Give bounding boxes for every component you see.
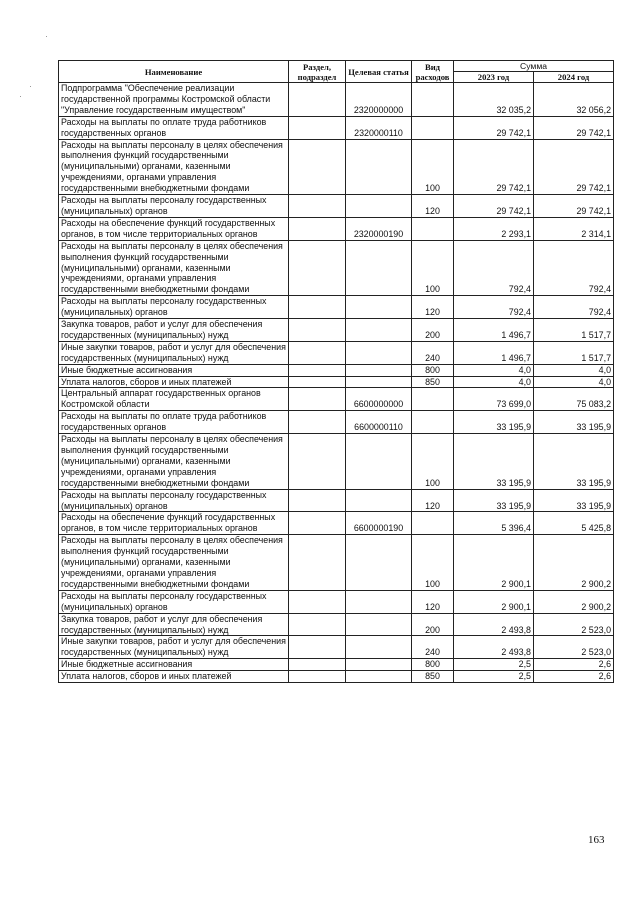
table-row: [59, 195, 614, 218]
row-kind: 200: [412, 613, 454, 636]
row-value-2024: 2,6: [534, 659, 614, 671]
row-target: [346, 364, 412, 376]
table-row: [59, 83, 614, 117]
row-target: 6600000000: [346, 388, 412, 411]
row-name: Иные бюджетные ассигнования: [59, 364, 289, 376]
row-kind: 200: [412, 319, 454, 342]
table-row: [59, 636, 614, 659]
row-section: [289, 296, 346, 319]
row-value-2024: 792,4: [534, 296, 614, 319]
row-value-2024: 1 517,7: [534, 341, 614, 364]
row-section: [289, 636, 346, 659]
header-2023: 2023 год: [454, 72, 534, 83]
row-kind: 120: [412, 489, 454, 512]
table-row: [59, 376, 614, 388]
row-section: [289, 364, 346, 376]
row-kind: [412, 512, 454, 535]
row-value-2024: 33 195,9: [534, 411, 614, 434]
row-name: Расходы на выплаты по оплате труда работников государственных органов: [59, 116, 289, 139]
row-value-2023: 2,5: [454, 659, 534, 671]
row-value-2023: 33 195,9: [454, 489, 534, 512]
table-row: [59, 240, 614, 296]
row-target: [346, 659, 412, 671]
row-value-2023: 4,0: [454, 376, 534, 388]
row-kind: 850: [412, 671, 454, 683]
row-kind: [412, 411, 454, 434]
row-value-2023: 32 035,2: [454, 83, 534, 117]
row-name: Иные бюджетные ассигнования: [59, 659, 289, 671]
row-section: [289, 139, 346, 195]
table-row: [59, 319, 614, 342]
row-section: [289, 434, 346, 490]
budget-table: [58, 60, 614, 683]
row-name: Расходы на выплаты по оплате труда работников государственных органов: [59, 411, 289, 434]
row-value-2024: 32 056,2: [534, 83, 614, 117]
row-kind: [412, 217, 454, 240]
table-row: [59, 116, 614, 139]
row-name: Уплата налогов, сборов и иных платежей: [59, 376, 289, 388]
row-name: Уплата налогов, сборов и иных платежей: [59, 671, 289, 683]
row-kind: 800: [412, 364, 454, 376]
row-value-2024: 33 195,9: [534, 489, 614, 512]
row-section: [289, 341, 346, 364]
row-name: Иные закупки товаров, работ и услуг для обеспечения государственных (муниципальных) нужд: [59, 341, 289, 364]
table-row: [59, 434, 614, 490]
row-name: Закупка товаров, работ и услуг для обеспечения государственных (муниципальных) нужд: [59, 319, 289, 342]
table-body: [59, 83, 614, 683]
row-target: [346, 376, 412, 388]
row-kind: 850: [412, 376, 454, 388]
row-kind: 120: [412, 296, 454, 319]
table-row: [59, 590, 614, 613]
table-row: [59, 671, 614, 683]
row-target: [346, 139, 412, 195]
row-value-2023: 73 699,0: [454, 388, 534, 411]
row-name: Расходы на выплаты персоналу государственных (муниципальных) органов: [59, 489, 289, 512]
row-kind: [412, 83, 454, 117]
scan-speck: [20, 96, 21, 97]
row-value-2024: 29 742,1: [534, 116, 614, 139]
row-value-2024: 5 425,8: [534, 512, 614, 535]
row-section: [289, 319, 346, 342]
row-section: [289, 240, 346, 296]
row-value-2023: 1 496,7: [454, 319, 534, 342]
row-value-2023: 1 496,7: [454, 341, 534, 364]
row-name: Расходы на выплаты персоналу государственных (муниципальных) органов: [59, 590, 289, 613]
row-value-2024: 2 900,2: [534, 590, 614, 613]
row-target: [346, 613, 412, 636]
header-name: Наименование: [59, 61, 289, 83]
row-target: 2320000000: [346, 83, 412, 117]
table-row: [59, 388, 614, 411]
row-target: [346, 671, 412, 683]
row-name: Центральный аппарат государственных органов Костромской области: [59, 388, 289, 411]
row-target: 6600000190: [346, 512, 412, 535]
header-kind: Вид расходов: [412, 61, 454, 83]
row-target: [346, 489, 412, 512]
row-value-2023: 5 396,4: [454, 512, 534, 535]
row-value-2024: 2 314,1: [534, 217, 614, 240]
page-number: 163: [588, 834, 605, 846]
row-value-2024: 2 523,0: [534, 613, 614, 636]
table-row: [59, 489, 614, 512]
row-name: Закупка товаров, работ и услуг для обеспечения государственных (муниципальных) нужд: [59, 613, 289, 636]
row-target: [346, 636, 412, 659]
row-kind: 100: [412, 535, 454, 591]
row-kind: 120: [412, 195, 454, 218]
row-value-2023: 2 293,1: [454, 217, 534, 240]
row-name: Расходы на выплаты персоналу в целях обеспечения выполнения функций государственными (муниципальными) органами, казенными учреждениями, органами управления государственными внебюджетными фондами: [59, 139, 289, 195]
scan-speck: [46, 36, 47, 37]
row-value-2023: 29 742,1: [454, 195, 534, 218]
row-value-2024: 29 742,1: [534, 139, 614, 195]
row-value-2023: 792,4: [454, 240, 534, 296]
row-value-2023: 33 195,9: [454, 434, 534, 490]
row-name: Расходы на обеспечение функций государственных органов, в том числе территориальных органов: [59, 217, 289, 240]
row-kind: 240: [412, 636, 454, 659]
row-section: [289, 613, 346, 636]
row-name: Расходы на выплаты персоналу в целях обеспечения выполнения функций государственными (муниципальными) органами, казенными учреждениями, органами управления государственными внебюджетными фондами: [59, 240, 289, 296]
row-section: [289, 195, 346, 218]
row-kind: 100: [412, 139, 454, 195]
row-kind: [412, 116, 454, 139]
table-row: [59, 659, 614, 671]
row-target: [346, 240, 412, 296]
table-row: [59, 535, 614, 591]
row-target: [346, 434, 412, 490]
row-name: Расходы на обеспечение функций государственных органов, в том числе территориальных органов: [59, 512, 289, 535]
row-name: Иные закупки товаров, работ и услуг для обеспечения государственных (муниципальных) нужд: [59, 636, 289, 659]
row-name: Расходы на выплаты персоналу в целях обеспечения выполнения функций государственными (муниципальными) органами, казенными учреждениями, органами управления государственными внебюджетными фондами: [59, 535, 289, 591]
table-row: [59, 296, 614, 319]
row-target: 6600000110: [346, 411, 412, 434]
row-target: 2320000190: [346, 217, 412, 240]
row-target: [346, 590, 412, 613]
row-value-2023: 33 195,9: [454, 411, 534, 434]
row-kind: 100: [412, 434, 454, 490]
row-value-2024: 2,6: [534, 671, 614, 683]
header-2024: 2024 год: [534, 72, 614, 83]
row-kind: 100: [412, 240, 454, 296]
table-row: [59, 217, 614, 240]
header-sum: Сумма: [454, 61, 614, 72]
table-row: [59, 613, 614, 636]
row-value-2024: 792,4: [534, 240, 614, 296]
row-section: [289, 590, 346, 613]
row-section: [289, 411, 346, 434]
row-value-2024: 29 742,1: [534, 195, 614, 218]
row-value-2024: 33 195,9: [534, 434, 614, 490]
row-section: [289, 388, 346, 411]
row-section: [289, 83, 346, 117]
row-target: [346, 296, 412, 319]
table-row: [59, 512, 614, 535]
row-section: [289, 376, 346, 388]
row-section: [289, 535, 346, 591]
row-name: Расходы на выплаты персоналу государственных (муниципальных) органов: [59, 296, 289, 319]
table-row: [59, 139, 614, 195]
row-value-2024: 2 900,2: [534, 535, 614, 591]
row-section: [289, 671, 346, 683]
row-kind: [412, 388, 454, 411]
table-row: [59, 341, 614, 364]
row-target: [346, 341, 412, 364]
table-row: [59, 411, 614, 434]
row-value-2024: 2 523,0: [534, 636, 614, 659]
row-section: [289, 217, 346, 240]
row-section: [289, 512, 346, 535]
row-value-2024: 4,0: [534, 364, 614, 376]
row-value-2023: 792,4: [454, 296, 534, 319]
row-target: [346, 535, 412, 591]
row-value-2024: 75 083,2: [534, 388, 614, 411]
scan-speck: [30, 86, 31, 87]
table-row: [59, 364, 614, 376]
row-value-2023: 29 742,1: [454, 139, 534, 195]
row-target: [346, 319, 412, 342]
row-value-2023: 2 900,1: [454, 590, 534, 613]
table-header: [59, 61, 614, 83]
header-section: Раздел, подраздел: [289, 61, 346, 83]
header-target: Целевая статья: [346, 61, 412, 83]
row-kind: 240: [412, 341, 454, 364]
row-section: [289, 659, 346, 671]
row-section: [289, 116, 346, 139]
row-value-2024: 1 517,7: [534, 319, 614, 342]
row-section: [289, 489, 346, 512]
row-value-2023: 2 493,8: [454, 636, 534, 659]
row-name: Расходы на выплаты персоналу в целях обеспечения выполнения функций государственными (муниципальными) органами, казенными учреждениями, органами управления государственными внебюджетными фондами: [59, 434, 289, 490]
row-target: 2320000110: [346, 116, 412, 139]
row-name: Расходы на выплаты персоналу государственных (муниципальных) органов: [59, 195, 289, 218]
row-value-2023: 4,0: [454, 364, 534, 376]
row-value-2023: 29 742,1: [454, 116, 534, 139]
row-value-2023: 2 493,8: [454, 613, 534, 636]
row-kind: 120: [412, 590, 454, 613]
row-value-2023: 2,5: [454, 671, 534, 683]
row-name: Подпрограмма "Обеспечение реализации государственной программы Костромской области "Управление государственным имуществом": [59, 83, 289, 117]
row-target: [346, 195, 412, 218]
row-value-2024: 4,0: [534, 376, 614, 388]
row-kind: 800: [412, 659, 454, 671]
row-value-2023: 2 900,1: [454, 535, 534, 591]
